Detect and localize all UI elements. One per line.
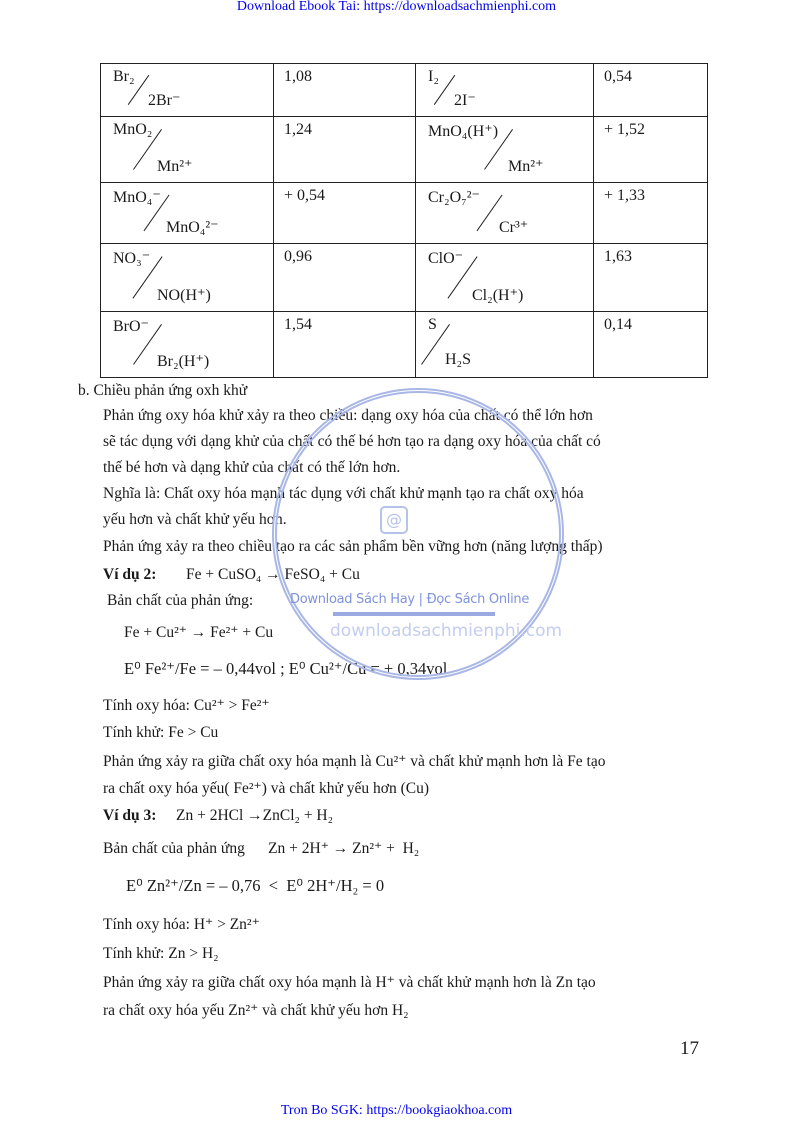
potential-value: 0,96 — [284, 248, 312, 265]
potential-value-cell — [274, 64, 416, 117]
redox-couple-cell — [101, 312, 274, 378]
example-2-potentials: E⁰ Fe²⁺/Fe = – 0,44vol ; E⁰ Cu²⁺/Cu = + 0,34vol — [124, 659, 448, 678]
redox-couple-cell — [101, 64, 274, 117]
example-3-nature: Bản chất của phản ứng Zn + 2H⁺ → Zn²⁺ + H₂ — [103, 840, 420, 857]
reduced-form: MnO₄²⁻ — [166, 219, 219, 236]
reduced-form: Br₂(H⁺) — [157, 353, 210, 370]
example-3-equation: Zn + 2HCl →ZnCl₂ + H₂ — [176, 807, 334, 824]
example-3-reducing: Tính khử: Zn > H₂ — [103, 945, 219, 962]
potential-value: 1,54 — [284, 316, 312, 333]
potential-value: + 1,33 — [604, 187, 646, 204]
example-2-nature: Bản chất của phản ứng: — [107, 592, 254, 609]
oxidized-form: MnO₂ — [113, 121, 153, 138]
potential-value-cell — [274, 117, 416, 183]
reduced-form: 2Br⁻ — [148, 92, 181, 109]
potential-value: + 0,54 — [284, 187, 326, 204]
watermark-tagline: Download Sách Hay | Đọc Sách Online — [290, 592, 530, 607]
redox-couple-cell — [416, 312, 594, 378]
page-number: 17 — [680, 1038, 699, 1059]
oxidized-form: S — [428, 316, 437, 333]
reduced-form: 2I⁻ — [454, 92, 476, 109]
footer-sgk-link[interactable]: Tron Bo SGK: https://bookgiaokhoa.com — [280, 1103, 513, 1118]
paragraph-line: yếu hơn và chất khử yếu hơn. — [103, 511, 287, 528]
redox-couple-cell — [416, 117, 594, 183]
table-row — [101, 244, 708, 312]
paragraph-line: Phản ứng xảy ra giữa chất oxy hóa mạnh là Cu²⁺ và chất khử mạnh hơn là Fe tạo — [103, 753, 606, 770]
electrode-potential-table — [100, 63, 708, 378]
redox-couple-cell — [101, 183, 274, 244]
redox-couple-cell — [416, 183, 594, 244]
example-2-ionic: Fe + Cu²⁺ → Fe²⁺ + Cu — [124, 624, 274, 641]
potential-value-cell — [274, 183, 416, 244]
table-row — [101, 312, 708, 378]
reduced-form: NO(H⁺) — [157, 287, 211, 304]
paragraph-line: Phản ứng xảy ra giữa chất oxy hóa mạnh là H⁺ và chất khử mạnh hơn là Zn tạo — [103, 974, 596, 991]
section-b-title: b. Chiều phản ứng oxh khử — [78, 382, 248, 399]
watermark-site: downloadsachmienphi.com — [330, 621, 563, 641]
potential-value: 0,54 — [604, 68, 632, 85]
paragraph-line: Phản ứng oxy hóa khử xảy ra theo chiều: dạng oxy hóa của chất có thể lớn hơn — [103, 407, 593, 424]
table-row — [101, 64, 708, 117]
potential-value-cell — [594, 244, 708, 312]
watermark-bar — [333, 612, 495, 616]
oxidized-form: I₂ — [428, 68, 439, 85]
reduced-form: H₂S — [445, 351, 472, 368]
example-3-potentials: E⁰ Zn²⁺/Zn = – 0,76 < E⁰ 2H⁺/H₂ = 0 — [126, 876, 385, 895]
reduced-form: Mn²⁺ — [157, 158, 193, 175]
oxidized-form: Cr₂O₇²⁻ — [428, 189, 480, 206]
paragraph-line: Phản ứng xảy ra theo chiều tạo ra các sản phẩm bền vững hơn (năng lượng thấp) — [103, 538, 603, 555]
paragraph-line: Nghĩa là: Chất oxy hóa mạnh tác dụng với chất khử mạnh tạo ra chất oxy hóa — [103, 485, 584, 502]
paragraph-line: ra chất oxy hóa yếu Zn²⁺ và chất khử yếu hơn H₂ — [103, 1002, 409, 1019]
reduced-form: Mn²⁺ — [508, 158, 544, 175]
potential-value: 1,08 — [284, 68, 312, 85]
redox-couple-cell — [101, 117, 274, 183]
oxidized-form: BrO⁻ — [113, 318, 149, 335]
potential-value-cell — [594, 312, 708, 378]
oxidized-form: MnO₄(H⁺) — [428, 123, 499, 140]
oxidized-form: Br₂ — [113, 68, 135, 85]
watermark-book-icon: @ — [380, 506, 408, 534]
potential-value: 0,14 — [604, 316, 632, 333]
potential-value-cell — [594, 183, 708, 244]
oxidized-form: MnO₄⁻ — [113, 189, 161, 206]
reduced-form: Cr³⁺ — [499, 219, 529, 236]
potential-value-cell — [274, 244, 416, 312]
potential-value: 1,24 — [284, 121, 312, 138]
reduced-form: Cl₂(H⁺) — [472, 287, 524, 304]
table-row — [101, 183, 708, 244]
oxidized-form: NO₃⁻ — [113, 250, 151, 267]
header-download-link[interactable]: Download Ebook Tai: https://downloadsachmienphi.com — [236, 0, 557, 14]
table-row — [101, 117, 708, 183]
potential-value: 1,63 — [604, 248, 632, 265]
example-2-label: Ví dụ 2: — [103, 566, 157, 583]
example-2-oxidizing: Tính oxy hóa: Cu²⁺ > Fe²⁺ — [103, 697, 270, 714]
paragraph-line: thế bé hơn và dạng khử của chất có thế lớn hơn. — [103, 459, 401, 476]
example-3-label: Ví dụ 3: — [103, 807, 157, 824]
paragraph-line: ra chất oxy hóa yếu( Fe²⁺) và chất khử yếu hơn (Cu) — [103, 780, 429, 797]
potential-value: + 1,52 — [604, 121, 646, 138]
potential-value-cell — [594, 117, 708, 183]
redox-couple-cell — [416, 64, 594, 117]
redox-couple-cell — [101, 244, 274, 312]
redox-couple-cell — [416, 244, 594, 312]
potential-value-cell — [594, 64, 708, 117]
paragraph-line: sẽ tác dụng với dạng khử của chất có thế bé hơn tạo ra dạng oxy hóa của chất có — [103, 433, 601, 450]
example-2-reducing: Tính khử: Fe > Cu — [103, 724, 219, 741]
example-3-oxidizing: Tính oxy hóa: H⁺ > Zn²⁺ — [103, 916, 260, 933]
oxidized-form: ClO⁻ — [428, 250, 464, 267]
potential-value-cell — [274, 312, 416, 378]
example-2-equation: Fe + CuSO₄ → FeSO₄ + Cu — [186, 566, 360, 583]
